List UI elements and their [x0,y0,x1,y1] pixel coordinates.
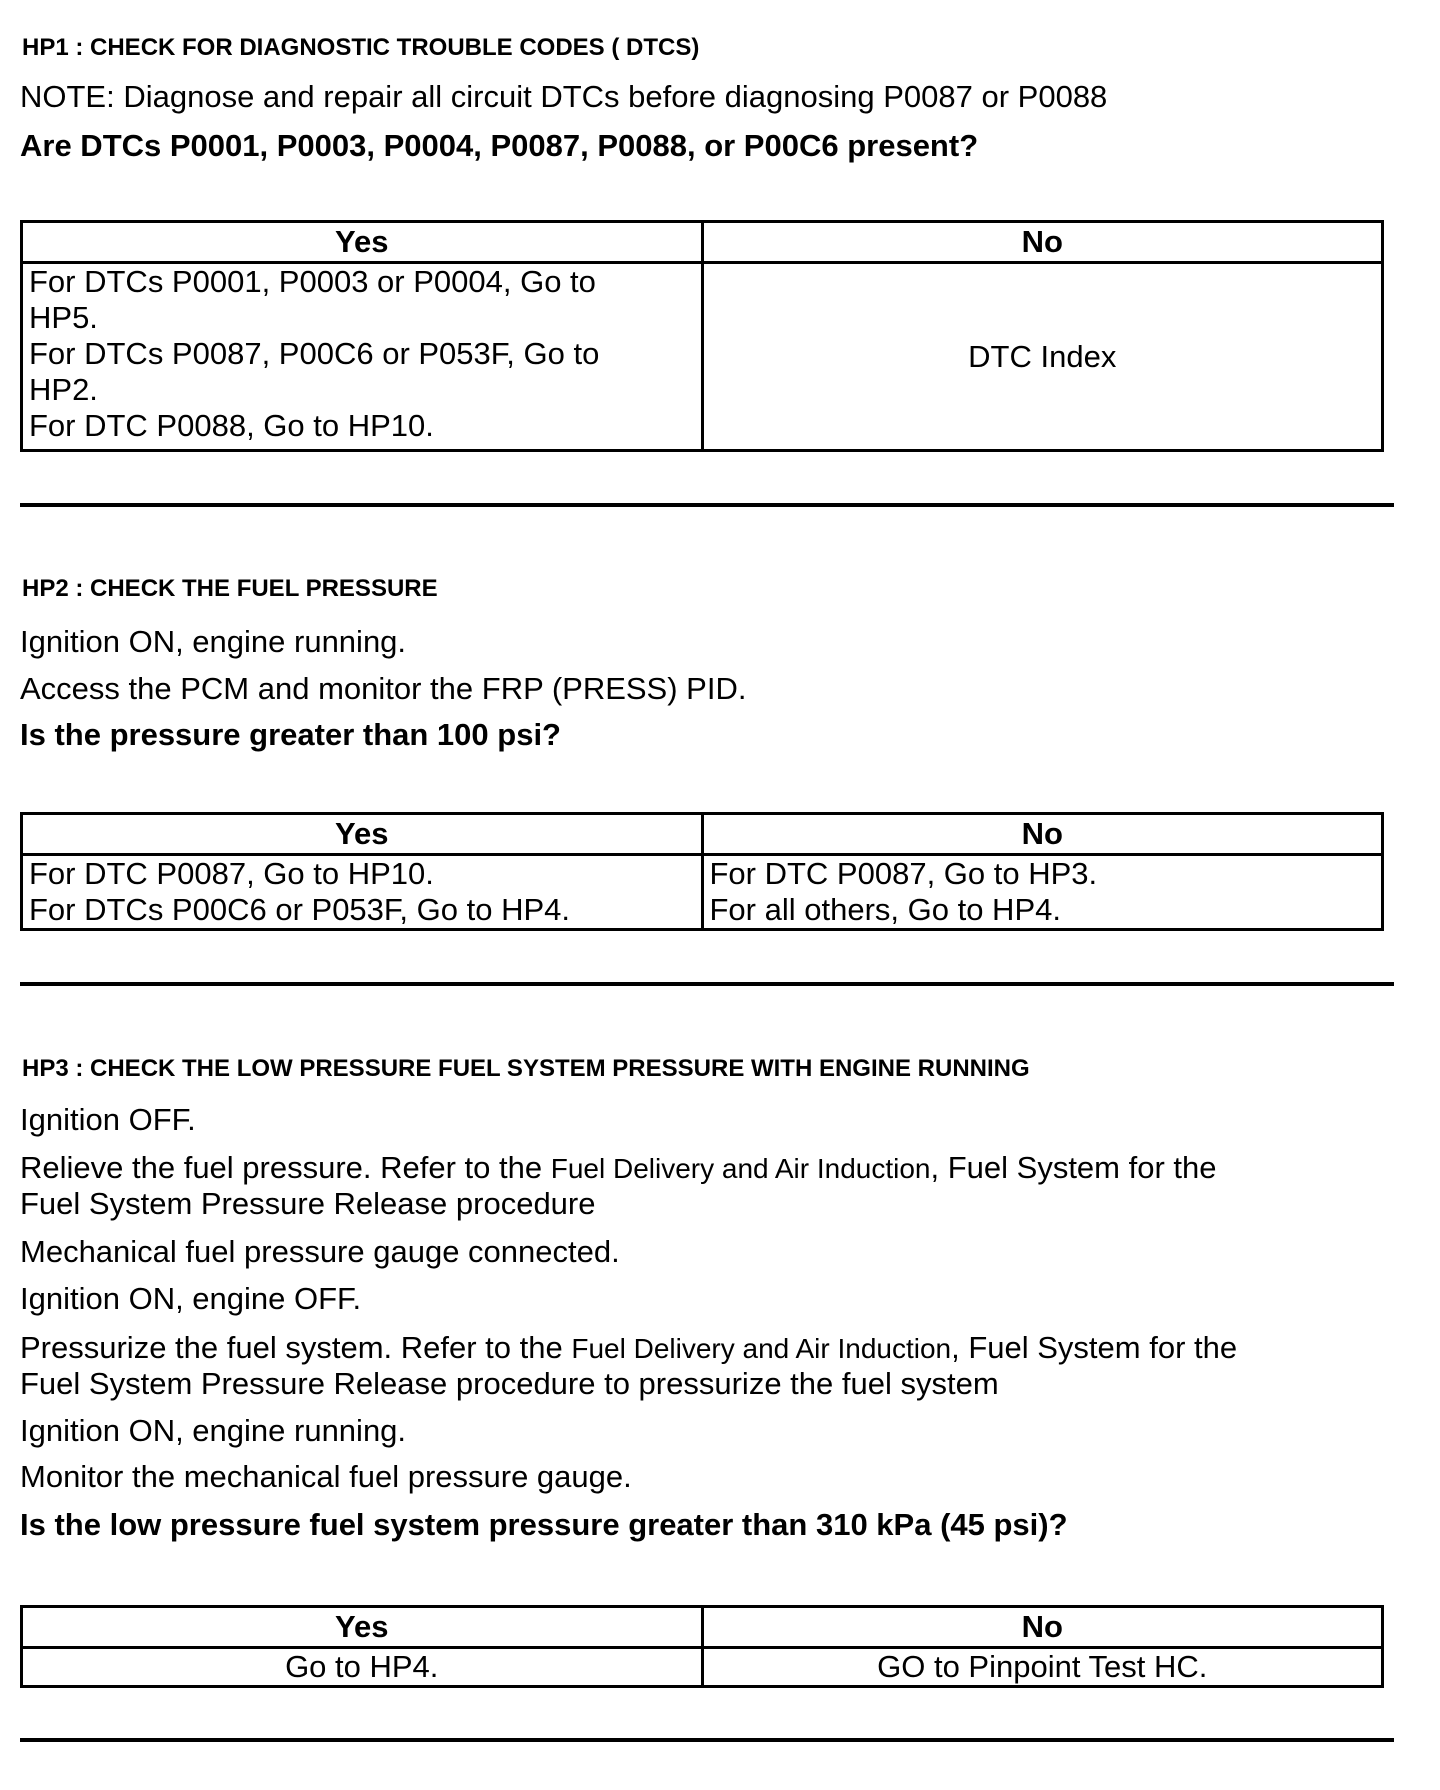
hp3-step: Ignition OFF. [20,1102,196,1137]
hp3-yes-header: Yes [22,1607,703,1648]
hp1-yes-header: Yes [22,222,703,263]
hp3-yes-cell [22,1648,703,1687]
hp1-yes-line: HP5. [29,300,98,335]
hp1-yes-line: For DTC P0088, Go to HP10. [29,408,434,443]
hp2-table [20,812,1384,931]
hp3-step: Monitor the mechanical fuel pressure gauge. [20,1459,632,1494]
hp3-step: Relieve the fuel pressure. Refer to the Fuel Delivery and Air Induction, Fuel System for the [20,1150,1217,1185]
hp3-step: Pressurize the fuel system. Refer to the Fuel Delivery and Air Induction, Fuel System for the [20,1330,1238,1365]
hp1-no-header: No [702,222,1383,263]
hp1-yes-line: For DTCs P0087, P00C6 or P053F, Go to [29,336,600,371]
hp2-yes-cell [22,855,703,930]
hp2-yes-line: For DTCs P00C6 or P053F, Go to HP4. [29,892,570,927]
section-divider [20,982,1394,986]
hp3-step: Ignition ON, engine running. [20,1413,407,1448]
hp1-yes-line: For DTCs P0001, P0003 or P0004, Go to [29,264,596,299]
hp3-step: Mechanical fuel pressure gauge connected. [20,1234,620,1269]
hp2-yes-header: Yes [22,814,703,855]
hp2-question: Is the pressure greater than 100 psi? [20,717,561,752]
hp1-title: HP1 : CHECK FOR DIAGNOSTIC TROUBLE CODES ( DTCS) [22,34,700,61]
hp3-table [20,1605,1384,1688]
hp3-step: Fuel System Pressure Release procedure [20,1186,596,1221]
hp1-no-text: DTC Index [968,338,1117,374]
hp2-yes-line: For DTC P0087, Go to HP10. [29,856,434,891]
hp3-no-cell [702,1648,1383,1687]
hp3-no-text: GO to Pinpoint Test HC. [877,1649,1208,1684]
section-divider [20,503,1394,507]
hp3-step: Fuel System Pressure Release procedure to pressurize the fuel system [20,1366,999,1401]
section-divider [20,1738,1394,1742]
hp1-question: Are DTCs P0001, P0003, P0004, P0087, P0088, or P00C6 present? [20,128,979,163]
hp1-no-cell [702,263,1383,451]
hp1-yes-cell [22,263,703,451]
hp1-note: NOTE: Diagnose and repair all circuit DTCs before diagnosing P0087 or P0088 [20,79,1108,114]
hp2-title: HP2 : CHECK THE FUEL PRESSURE [22,575,438,602]
hp3-yes-text: Go to HP4. [285,1649,439,1684]
hp1-yes-line: HP2. [29,372,98,407]
hp3-question: Is the low pressure fuel system pressure greater than 310 kPa (45 psi)? [20,1507,1068,1542]
hp2-no-line: For DTC P0087, Go to HP3. [709,856,1098,891]
hp2-no-line: For all others, Go to HP4. [709,892,1061,927]
hp1-table [20,220,1384,452]
hp2-no-header: No [702,814,1383,855]
hp3-title: HP3 : CHECK THE LOW PRESSURE FUEL SYSTEM PRESSURE WITH ENGINE RUNNING [22,1055,1030,1082]
hp2-step: Access the PCM and monitor the FRP (PRESS) PID. [20,671,747,706]
hp2-no-cell [702,855,1383,930]
hp3-step: Ignition ON, engine OFF. [20,1281,362,1316]
hp3-no-header: No [702,1607,1383,1648]
hp2-step: Ignition ON, engine running. [20,624,407,659]
